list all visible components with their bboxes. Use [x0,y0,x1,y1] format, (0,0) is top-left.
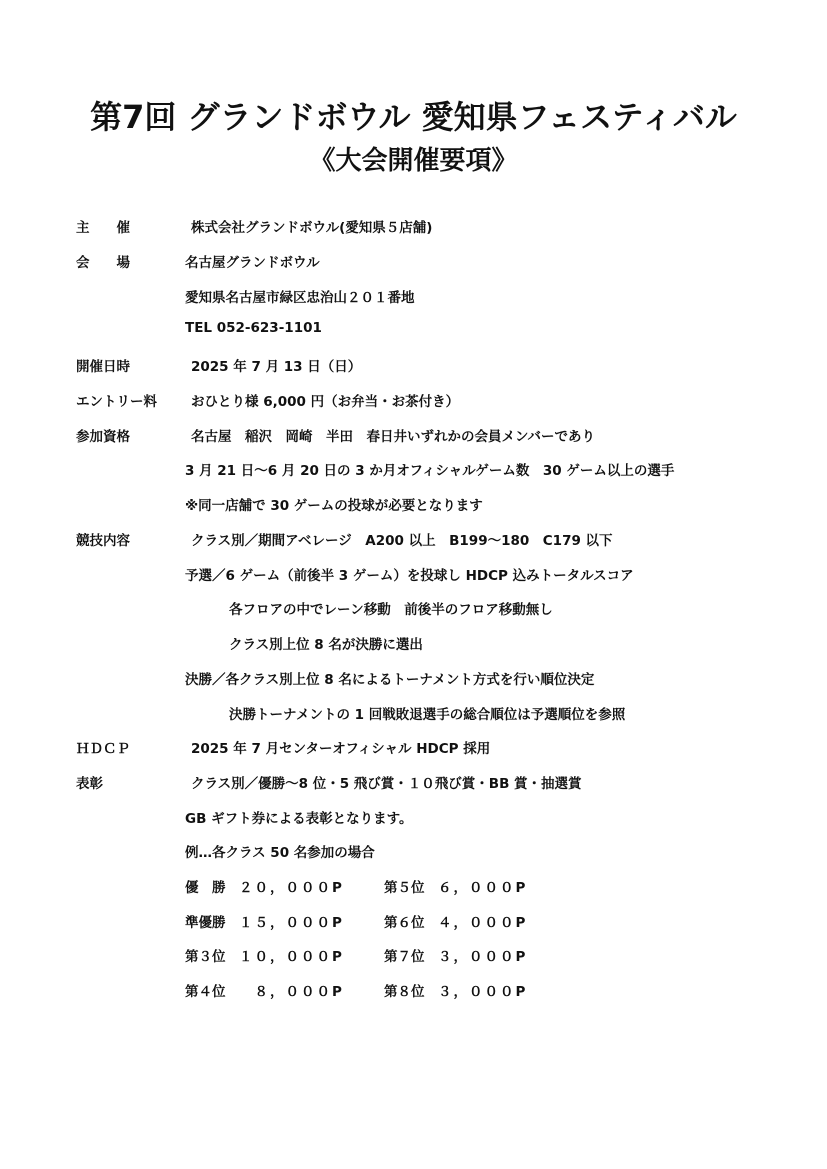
awards-line1: クラス別／優勝～8 位・5 飛び賞・１０飛び賞・BB 賞・抽選賞 [191,776,582,792]
prize-right-amount: ３，０００P [438,949,528,965]
venue-address-row [0,286,827,310]
prize-left-rank: 第４位 [185,984,226,1000]
eligibility-row-3 [0,494,827,518]
entry-fee-label: エントリー料 [76,394,157,410]
competition-row-3 [0,598,827,622]
entry-fee-row [0,390,827,414]
competition-line4: クラス別上位 8 名が決勝に選出 [229,637,423,653]
prize-right-rank: 第８位 [384,984,425,1000]
prize-row [0,980,827,1004]
awards-row-3 [0,841,827,865]
competition-row [0,529,827,553]
prize-right [384,911,527,931]
competition-row-5 [0,668,827,692]
prize-row [0,911,827,935]
competition-row-2 [0,564,827,588]
prize-left-amount: ２０，０００P [239,880,344,896]
prize-right-amount: ４，０００P [438,915,528,931]
competition-row-4 [0,633,827,657]
venue-name: 名古屋グランドボウル [185,255,320,271]
prize-right [384,945,527,965]
date-label: 開催日時 [76,359,130,375]
prize-right-rank: 第６位 [384,915,425,931]
competition-label: 競技内容 [76,533,130,549]
prize-right-amount: ３，０００P [438,984,528,1000]
competition-line6: 決勝トーナメントの 1 回戦敗退選手の総合順位は予選順位を参照 [229,707,626,723]
prize-right-rank: 第５位 [384,880,425,896]
prize-left [185,945,344,965]
venue-row [0,251,827,275]
eligibility-line3: ※同一店舗で 30 ゲームの投球が必要となります [185,498,483,514]
entry-fee-value: おひとり様 6,000 円（お弁当・お茶付き） [191,394,460,410]
organizer-value: 株式会社グランドボウル(愛知県５店舗) [191,220,433,236]
prize-left [185,911,344,931]
prize-right-amount: ６，０００P [438,880,528,896]
competition-line5: 決勝／各クラス別上位 8 名によるトーナメント方式を行い順位決定 [185,672,595,688]
prize-left-rank: 優 勝 [185,880,226,896]
competition-line3: 各フロアの中でレーン移動 前後半のフロア移動無し [229,602,553,618]
eligibility-row-2 [0,459,827,483]
eligibility-label: 参加資格 [76,429,130,445]
prize-right-rank: 第７位 [384,949,425,965]
prize-row [0,876,827,900]
date-row [0,355,827,379]
organizer-label: 主 催 [76,220,130,236]
prize-left-amount: １０，０００P [239,949,344,965]
awards-line2: GB ギフト券による表彰となります。 [185,811,413,827]
competition-line1: クラス別／期間アベレージ A200 以上 B199～180 C179 以下 [191,533,613,549]
page-subtitle: 《大会開催要項》 [309,146,518,176]
awards-line3: 例…各クラス 50 名参加の場合 [185,845,375,861]
hdcp-row [0,737,827,761]
prize-right [384,980,527,1000]
competition-row-6 [0,703,827,727]
competition-line2: 予選／6 ゲーム（前後半 3 ゲーム）を投球し HDCP 込みトータルスコア [185,568,634,584]
venue-tel-row [0,320,827,344]
prize-left-amount: ８，０００P [239,984,344,1000]
awards-row [0,772,827,796]
venue-address: 愛知県名古屋市緑区忠治山２０１番地 [185,290,415,306]
prize-right [384,876,527,896]
eligibility-row [0,425,827,449]
venue-label: 会 場 [76,255,130,271]
hdcp-value: 2025 年 7 月センターオフィシャル HDCP 採用 [191,741,491,757]
prize-left-rank: 準優勝 [185,915,226,931]
eligibility-line1: 名古屋 稲沢 岡崎 半田 春日井いずれかの会員メンバーであり [191,429,596,445]
eligibility-line2: 3 月 21 日～6 月 20 日の 3 か月オフィシャルゲーム数 30 ゲーム以上の選手 [185,463,675,479]
prize-left [185,876,344,896]
hdcp-label: ＨＤＣＰ [76,741,130,757]
organizer-row [0,216,827,240]
prize-left-amount: １５，０００P [239,915,344,931]
prize-row [0,945,827,969]
date-value: 2025 年 7 月 13 日（日） [191,359,362,375]
awards-row-2 [0,807,827,831]
prize-left-rank: 第３位 [185,949,226,965]
awards-label: 表彰 [76,776,103,792]
venue-tel: TEL 052-623-1101 [185,320,322,336]
page-title: 第7回 グランドボウル 愛知県フェスティバル [90,98,737,136]
prize-left [185,980,344,1000]
